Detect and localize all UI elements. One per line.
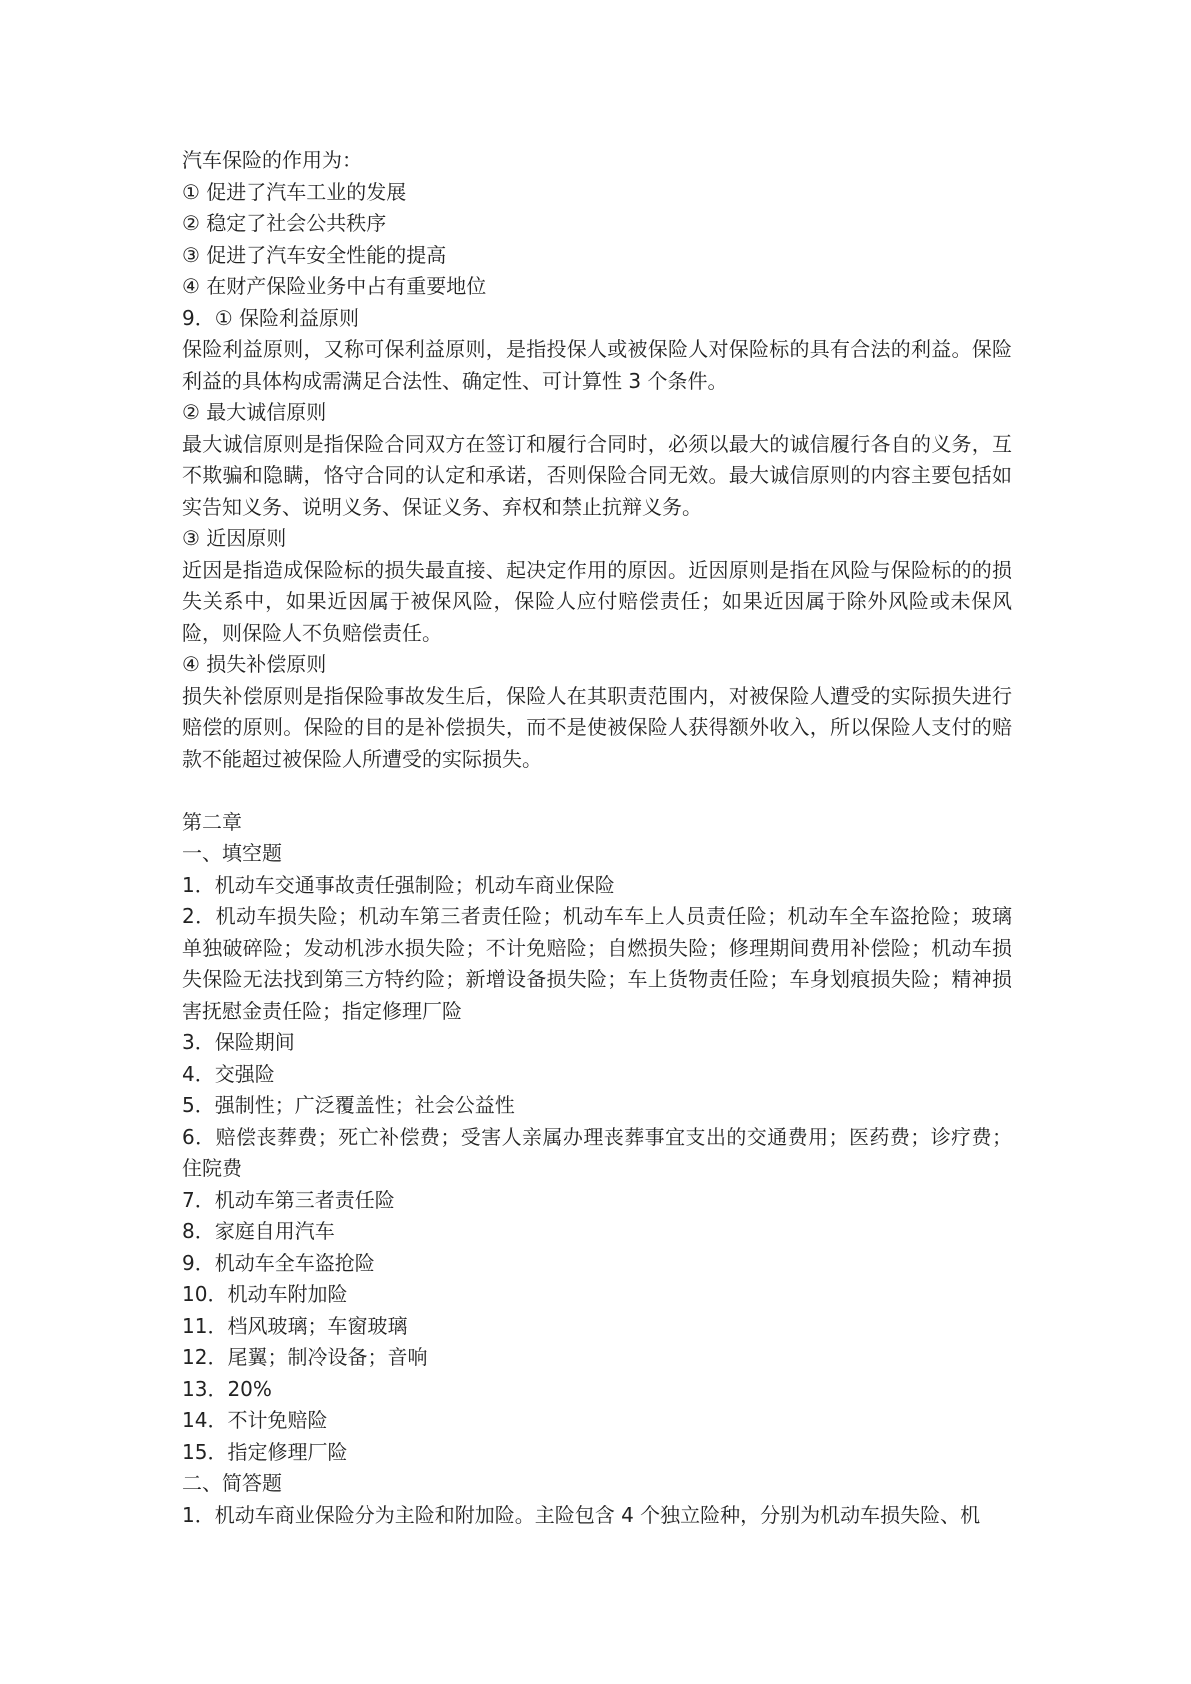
chapter-title: 第二章 (182, 809, 242, 834)
fill-blank-item: 10．机动车附加险 (182, 1282, 348, 1306)
principle-heading-3: ③ 近因原则 (182, 526, 287, 550)
principle-paragraph-3: 近因是指造成保险标的损失最直接、起决定作用的原因。近因原则是指在风险与保险标的的损失关系中，如果近因属于被保风险，保险人应付赔偿责任；如果近因属于除外风险或未保风险，则保险人不负赔偿责任。 (182, 557, 1012, 645)
fill-blank-item: 8．家庭自用汽车 (182, 1219, 335, 1243)
fill-blank-item: 12．尾翼；制冷设备；音响 (182, 1345, 428, 1369)
short-answer-heading: 二、简答题 (182, 1471, 282, 1495)
fill-blank-item: 6．赔偿丧葬费；死亡补偿费；受害人亲属办理丧葬事宜支出的交通费用；医药费；诊疗费；住院费 (182, 1124, 1012, 1180)
principle-paragraph-4: 损失补偿原则是指保险事故发生后，保险人在其职责范围内，对被保险人遭受的实际损失进行赔偿的原则。保险的目的是补偿损失，而不是使被保险人获得额外收入，所以保险人支付的赔款不能超过被保险人所遭受的实际损失。 (182, 683, 1012, 771)
fill-blank-heading: 一、填空题 (182, 841, 282, 865)
role-item: ② 稳定了社会公共秩序 (182, 211, 387, 235)
fill-blank-item: 4．交强险 (182, 1061, 275, 1086)
role-item: ① 促进了汽车工业的发展 (182, 179, 407, 204)
fill-blank-item: 13．20% (182, 1376, 272, 1401)
fill-blank-item: 14．不计免赔险 (182, 1408, 328, 1432)
role-item: ③ 促进了汽车安全性能的提高 (182, 242, 447, 267)
blank-line (182, 775, 1012, 807)
fill-blank-item: 9．机动车全车盗抢险 (182, 1250, 375, 1275)
fill-blank-item: 7．机动车第三者责任险 (182, 1187, 395, 1212)
role-intro: 汽车保险的作用为： (182, 148, 362, 172)
short-answer-item: 1．机动车商业保险分为主险和附加险。主险包含 4 个独立险种，分别为机动车损失险、机 (182, 1502, 981, 1527)
role-item: ④ 在财产保险业务中占有重要地位 (182, 274, 487, 298)
principle-paragraph-1: 保险利益原则，又称可保利益原则，是指投保人或被保险人对保险标的具有合法的利益。保险利益的具体构成需满足合法性、确定性、可计算性 3 个条件。 (182, 337, 1012, 393)
principle-heading-4: ④ 损失补偿原则 (182, 652, 327, 676)
fill-blank-item: 15．指定修理厂险 (182, 1439, 348, 1464)
fill-blank-item: 3．保险期间 (182, 1030, 295, 1054)
principle-heading-1: 9．① 保险利益原则 (182, 305, 360, 330)
principle-paragraph-2: 最大诚信原则是指保险合同双方在签订和履行合同时，必须以最大的诚信履行各自的义务，互不欺骗和隐瞒，恪守合同的认定和承诺，否则保险合同无效。最大诚信原则的内容主要包括如实告知义务、说明义务、保证义务、弃权和禁止抗辩义务。 (182, 431, 1012, 519)
fill-blank-item: 1．机动车交通事故责任强制险；机动车商业保险 (182, 872, 615, 897)
document-page (182, 145, 1012, 1531)
fill-blank-item: 11．档风玻璃；车窗玻璃 (182, 1313, 408, 1338)
fill-blank-item: 5．强制性；广泛覆盖性；社会公益性 (182, 1093, 515, 1117)
principle-heading-2: ② 最大诚信原则 (182, 400, 327, 424)
fill-blank-item: 2．机动车损失险；机动车第三者责任险；机动车车上人员责任险；机动车全车盗抢险；玻璃单独破碎险；发动机涉水损失险；不计免赔险；自燃损失险；修理期间费用补偿险；机动车损失保险无法找到第三方特约险；新增设备损失险；车上货物责任险；车身划痕损失险；精神损害抚慰金责任险；指定修理厂险 (182, 904, 1012, 1023)
